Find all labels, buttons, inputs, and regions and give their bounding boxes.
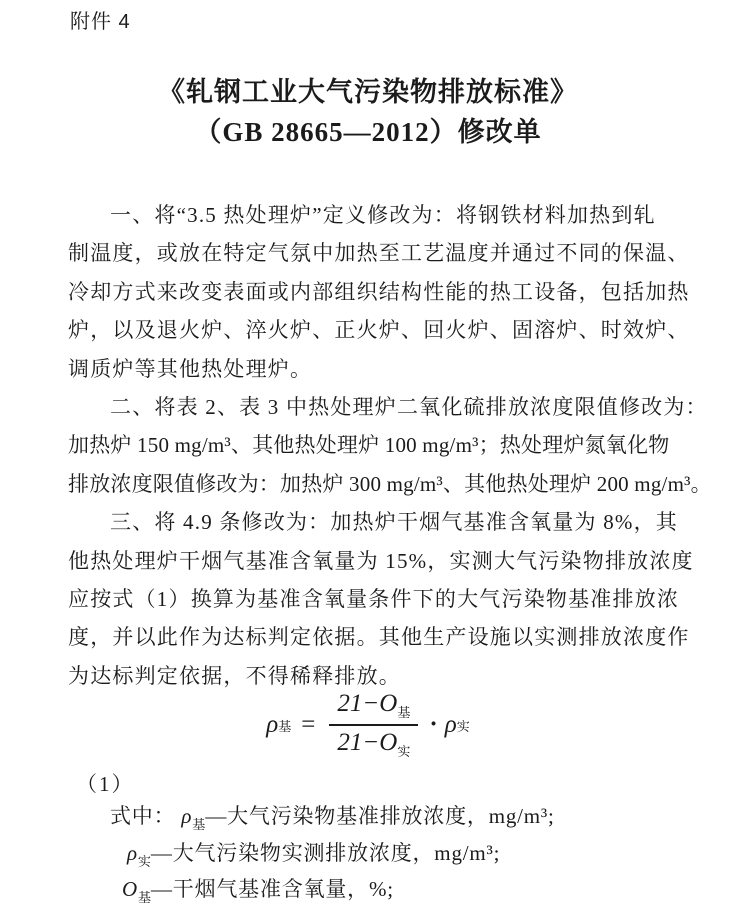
definition-line-1 — [68, 798, 708, 835]
formula-rhs-symbol: ρ — [444, 711, 457, 738]
document-title — [0, 72, 736, 152]
definition-3-text: —干烟气基准含氧量，%; — [150, 877, 394, 901]
definition-1-symbol: ρ — [181, 804, 193, 828]
dot-operator: · — [429, 711, 438, 738]
formula-rhs-subscript: 实 — [456, 718, 470, 734]
definition-3-symbol: O — [122, 877, 138, 901]
definition-2-symbol: ρ — [127, 840, 138, 865]
definition-3-subscript: 基 — [137, 890, 151, 904]
paragraph-3-line-1: 三、将 4.9 条修改为：加热炉干烟气基准含氧量为 8%，其 — [110, 510, 678, 535]
definition-2-text: —大气污染物实测排放浓度，mg/m³; — [150, 840, 501, 865]
paragraph-1-line-4: 炉，以及退火炉、淬火炉、正火炉、回火炉、固溶炉、时效炉、 — [68, 318, 690, 343]
numerator-subscript: 基 — [397, 705, 411, 720]
formula-lhs-subscript: 基 — [278, 718, 292, 734]
conversion-formula — [0, 682, 736, 768]
paragraph-1-line-1: 一、将“3.5 热处理炉”定义修改为：将钢铁材料加热到轧 — [110, 203, 656, 227]
title-line-1: 《轧钢工业大气污染物排放标准》 — [158, 77, 578, 107]
paragraph-2-line-3: 排放浓度限值修改为：加热炉 300 mg/m³、其他热处理炉 200 mg/m³。 — [68, 471, 712, 496]
where-intro: 式中： — [110, 804, 176, 828]
title-line-2: （GB 28665—2012）修改单 — [194, 117, 542, 147]
definition-1-text: —大气污染物基准排放浓度，mg/m³; — [205, 804, 555, 828]
equals-sign: = — [301, 711, 316, 738]
paragraph-2-line-1: 二、将表 2、表 3 中热处理炉二氧化硫排放浓度限值修改为： — [110, 394, 708, 419]
document-body — [68, 196, 712, 695]
paragraph-2-line-2: 加热炉 150 mg/m³、其他热处理炉 100 mg/m³；热处理炉氮氧化物 — [68, 433, 670, 458]
definition-line-3 — [68, 871, 708, 904]
attachment-label: 附件 4 — [70, 11, 131, 33]
equation-number: （1） — [76, 772, 135, 796]
formula-lhs-symbol: ρ — [266, 711, 279, 738]
paragraph-3-line-2: 他热处理炉干烟气基准含氧量为 15%，实测大气污染物排放浓度 — [68, 548, 694, 573]
paragraph-1-line-2: 制温度，或放在特定气氛中加热至工艺温度并通过不同的保温、 — [68, 241, 690, 266]
fraction-numerator: $21-O_基$ — [329, 690, 418, 726]
formula-fraction — [329, 690, 418, 760]
fraction-denominator: $21-O_实$ — [337, 729, 411, 759]
definition-2-subscript: 实 — [137, 853, 151, 869]
paragraph-3-line-3: 应按式（1）换算为基准含氧量条件下的大气污染物基准排放浓 — [68, 586, 680, 611]
paragraph-3-line-5: 为达标判定依据，不得稀释排放。 — [68, 663, 401, 688]
paragraph-1-line-5: 调质炉等其他热处理炉。 — [68, 356, 313, 381]
paragraph-3-line-4: 度，并以此作为达标判定依据。其他生产设施以实测排放浓度作 — [68, 625, 690, 650]
definition-1-subscript: 基 — [192, 817, 206, 832]
symbol-definitions — [68, 798, 708, 904]
definition-line-2 — [68, 835, 708, 872]
paragraph-1-line-3: 冷却方式来改变表面或内部组织结构性能的热工设备，包括加热 — [68, 279, 690, 304]
denominator-subscript: 实 — [397, 744, 411, 759]
